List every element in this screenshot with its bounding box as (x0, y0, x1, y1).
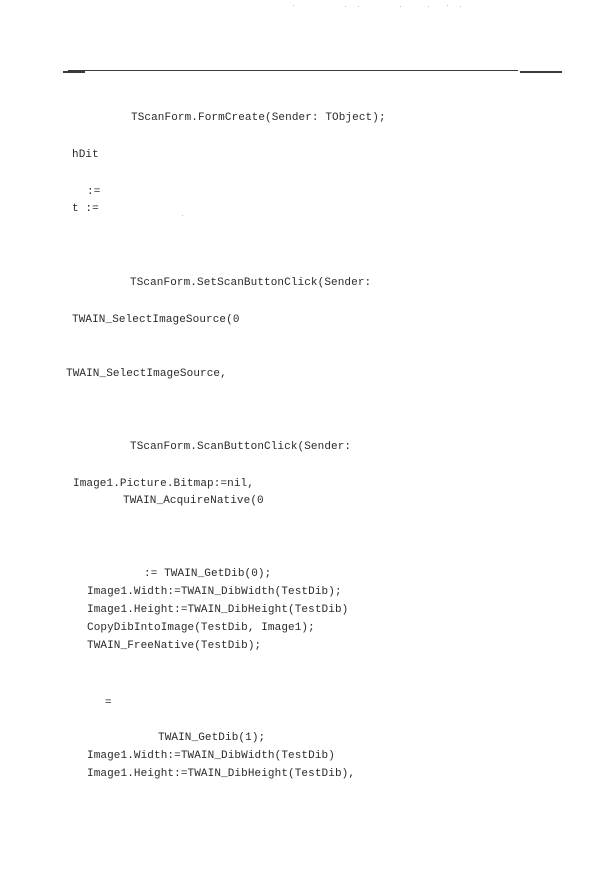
code-line-getdib-0: := TWAIN_GetDib(0); (144, 568, 272, 580)
code-line-width-2: Image1.Width:=TWAIN_DibWidth(TestDib) (87, 750, 335, 762)
scan-speck (358, 6, 359, 7)
scan-speck (460, 6, 461, 7)
header-rule-left (63, 71, 85, 73)
scan-speck (400, 6, 401, 7)
code-line-equals: = (105, 697, 112, 709)
scan-speck (447, 5, 448, 6)
code-line-bitmap-nil: Image1.Picture.Bitmap:=nil, (73, 478, 254, 490)
code-line-hdib: hDit (72, 149, 99, 161)
code-line-height-1: Image1.Height:=TWAIN_DibHeight(TestDib) (87, 604, 349, 616)
code-line-t-assign: t := (72, 203, 99, 215)
code-line-width-1: Image1.Width:=TWAIN_DibWidth(TestDib); (87, 586, 342, 598)
code-line-formcreate: TScanForm.FormCreate(Sender: TObject); (131, 112, 386, 124)
code-line-acquirenative: TWAIN_AcquireNative(0 (123, 495, 264, 507)
scan-speck (345, 6, 346, 7)
header-rule-right (520, 71, 562, 73)
header-rule (68, 70, 518, 71)
code-line-freenative: TWAIN_FreeNative(TestDib); (87, 640, 262, 652)
code-line-getdib-1: TWAIN_GetDib(1); (158, 732, 266, 744)
code-line-scanbuttonclick: TScanForm.ScanButtonClick(Sender: (130, 441, 352, 453)
code-line-selectimagesource-call: TWAIN_SelectImageSource(0 (72, 314, 240, 326)
code-line-copydib: CopyDibIntoImage(TestDib, Image1); (87, 622, 315, 634)
scan-speck (293, 5, 294, 6)
code-line-setscanbuttonclick: TScanForm.SetScanButtonClick(Sender: (130, 277, 372, 289)
code-line-height-2: Image1.Height:=TWAIN_DibHeight(TestDib), (87, 768, 356, 780)
scan-speck (428, 6, 429, 7)
scan-speck (182, 215, 183, 216)
code-line-selectimagesource-ref: TWAIN_SelectImageSource, (66, 368, 227, 380)
code-line-assign: := (87, 186, 101, 198)
